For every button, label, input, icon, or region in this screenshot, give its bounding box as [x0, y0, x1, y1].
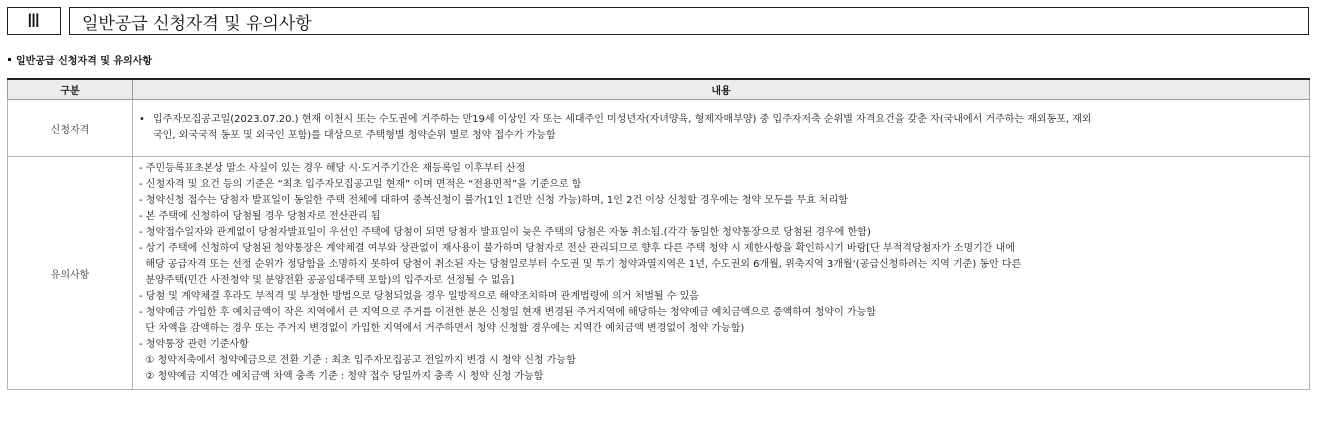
- content-line: - 상기 주택에 신청하여 당첨된 청약통장은 계약체결 여부와 상관없이 재사용이 불가하며 당첨자로 전산 관리되므로 향후 다른 주택 청약 시 제한사항을 확인하시기 바람[단 부적격당첨자가 소명기간 내에: [139, 243, 1015, 254]
- row-category: 유의사항: [8, 157, 133, 390]
- content-line: 분양주택(민간 사전청약 및 분양전환 공공임대주택 포함)의 입주자로 선정될 수 없음]: [139, 275, 515, 286]
- subheading-text: 일반공급 신청자격 및 유의사항: [16, 56, 153, 67]
- content-line: - 신청자격 및 요건 등의 기준은 “최초 입주자모집공고일 현재” 이며 면적은 “전용면적”을 기준으로 함: [139, 179, 582, 190]
- bullet-icon: •: [139, 114, 145, 125]
- content-line: - 본 주택에 신청하여 당첨될 경우 당첨자로 전산관리 됨: [139, 211, 381, 222]
- content-line: - 청약신청 접수는 당첨자 발표일이 동일한 주택 전체에 대하여 중복신청이 불가(1인 1건만 신청 가능)하며, 1인 2건 이상 신청할 경우에는 청약 모두를 무효 처리함: [139, 195, 848, 206]
- content-line: ① 청약저축에서 청약예금으로 전환 기준 : 최초 입주자모집공고 전일까지 변경 시 청약 신청 가능함: [139, 355, 576, 366]
- content-line: 해당 공급자격 또는 선정 순위가 정당함을 소명하지 못하여 당첨이 취소된 자는 당첨일로부터 수도권 및 투기 청약과열지역은 1년, 수도권외 6개월, 위축지역 3개월‘(공급신청하려는 지역 기준) 동안 다른: [139, 259, 1022, 270]
- section-title: 일반공급 신청자격 및 유의사항: [69, 7, 1309, 35]
- content-line: - 당첨 및 계약체결 후라도 부적격 및 부정한 방법으로 당첨되었을 경우 일방적으로 해약조치하며 관계법령에 의거 처벌될 수 있음: [139, 291, 699, 302]
- table-row: [8, 100, 1310, 157]
- content-line: - 청약접수일자와 관계없이 당첨자발표일이 우선인 주택에 당첨이 되면 당첨자 발표일이 늦은 주택의 당첨은 자동 취소됨.(각각 동일한 청약통장으로 당첨된 경우에 한함): [139, 227, 871, 238]
- subheading: [7, 52, 152, 67]
- content-line: - 청약예금 가입한 후 예치금액이 작은 지역에서 큰 지역으로 주거를 이전한 분은 신청일 현재 변경된 주거지역에 해당하는 청약예금 예치금액으로 증액하여 청약이 가능함: [139, 307, 876, 318]
- info-table: [7, 78, 1310, 390]
- content-line: 단 차액을 감액하는 경우 또는 주거지 변경없이 가입한 지역에서 거주하면서 청약 신청할 경우에는 지역간 예치금액 변경없이 청약 가능함): [139, 323, 745, 334]
- table-header-row: [8, 79, 1310, 100]
- content-line: - 주민등록표초본상 말소 사실이 있는 경우 해당 시·도거주기간은 재등록일 이후부터 산정: [139, 163, 526, 174]
- row-category: 신청자격: [8, 100, 133, 157]
- column-header-category: 구분: [8, 79, 133, 100]
- content-line: ② 청약예금 지역간 예치금액 차액 충족 기준 : 청약 접수 당일까지 충족 시 청약 신청 가능함: [139, 371, 544, 382]
- bullet-icon: [8, 58, 11, 61]
- row-content: [133, 100, 1310, 157]
- column-header-content: 내용: [133, 79, 1310, 100]
- table-row: [8, 157, 1310, 390]
- section-number: Ⅲ: [7, 7, 61, 35]
- content-line: 입주자모집공고일(2023.07.20.) 현재 이천시 또는 수도권에 거주하는 만19세 이상인 자 또는 세대주인 미성년자(자녀양육, 형제자매부양) 중 입주자저축 순위별 자격요건을 갖춘 자(국내에서 거주하는 재외동포, 재외: [153, 114, 1092, 125]
- content-line: 국인, 외국국적 동포 및 외국인 포함)를 대상으로 주택형별 청약순위 별로 청약 접수가 가능함: [153, 130, 556, 141]
- section-header: [7, 7, 1309, 35]
- row-content: [133, 157, 1310, 390]
- content-line: - 청약통장 관련 기준사항: [139, 339, 249, 350]
